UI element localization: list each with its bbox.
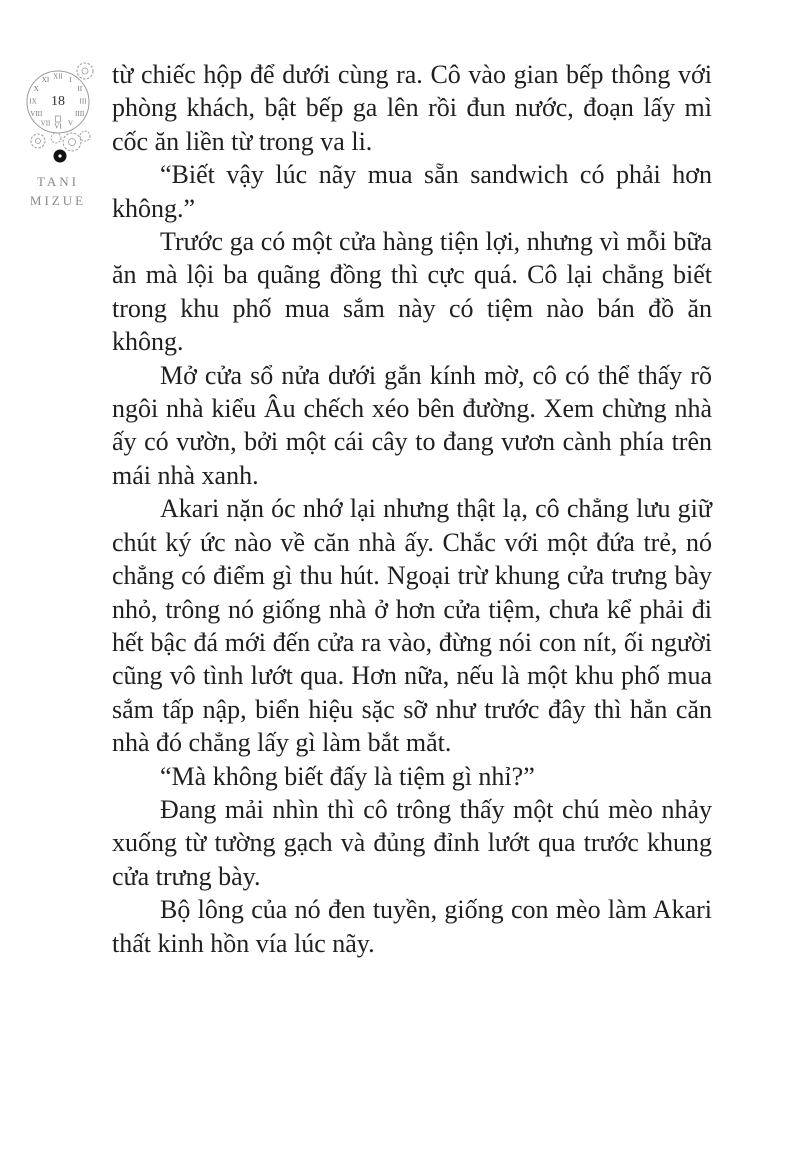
clock-numeral: IIII [75,110,85,119]
clock-numeral: XI [41,76,50,85]
paragraph: Đang mải nhìn thì cô trông thấy một chú mèo nhảy xuống từ tường gạch và đủng đỉnh lướt qua trước khung cửa trưng bày. [112,794,712,891]
clock-numeral: X [33,85,39,94]
clock-numeral: VIII [30,110,43,119]
paragraph: từ chiếc hộp để dưới cùng ra. Cô vào gian bếp thông với phòng khách, bật bếp ga lên rồi đun nước, đoạn lấy mì cốc ăn liền từ trong va li. [112,60,712,156]
margin-emblem [12,56,104,210]
clock-numeral: VII [40,119,51,128]
clock-page-number-icon [12,56,104,168]
author-line-2: MIZUE [29,193,87,208]
paragraph: Trước ga có một cửa hàng tiện lợi, nhưng vì mỗi bữa ăn mà lội ba quãng đồng thì cực quá. Cô lại chẳng biết trong khu phố mua sắm này có tiệm nào bán đồ ăn không. [112,227,712,357]
author-name [12,172,104,210]
paragraph: Bộ lông của nó đen tuyền, giống con mèo làm Akari thất kinh hồn vía lúc nãy. [112,895,712,958]
gear-icon [31,134,45,148]
paragraph: “Biết vậy lúc nãy mua sẵn sandwich có phải hơn không.” [112,160,712,223]
text-block [112,58,712,960]
paragraph: “Mà không biết đấy là tiệm gì nhỉ?” [160,761,535,791]
paragraph: Mở cửa sổ nửa dưới gắn kính mờ, cô có thể thấy rõ ngôi nhà kiểu Âu chếch xéo bên đường. Xem chừng nhà ấy có vườn, bởi một cái cây to đang vươn cành phía trên mái nhà xanh. [112,360,712,490]
clock-numeral: III [79,97,87,106]
clock-numeral: V [67,119,74,128]
clock-numeral: II [77,85,83,94]
paragraph: Akari nặn óc nhớ lại nhưng thật lạ, cô chẳng lưu giữ chút ký ức nào về căn nhà ấy. Chắc với một đứa trẻ, nó chẳng có điểm gì thu hút. Ngoại trừ khung cửa trưng bày nhỏ, trông nó giống nhà ở hơn cửa tiệm, chưa kể phải đi hết bậc đá mới đến cửa ra vào, đừng nói con nít, ối người cũng vô tình lướt qua. Hơn nữa, nếu là một khu phố mua sắm tấp nập, biển hiệu sặc sỡ như trước đây thì hẳn căn nhà đó chẳng lấy gì làm bắt mắt. [112,494,712,758]
clock-numeral: XII [53,72,63,81]
clock-numeral: I [69,76,72,85]
gear-icon [51,133,61,143]
author-line-1: TANI [36,174,79,189]
clock-numeral: VI [54,122,62,131]
page-number: 18 [51,94,65,110]
clock-numeral: IX [29,97,37,106]
gear-icon [80,131,90,141]
gear-icon [63,133,81,151]
gear-icon [77,63,93,79]
